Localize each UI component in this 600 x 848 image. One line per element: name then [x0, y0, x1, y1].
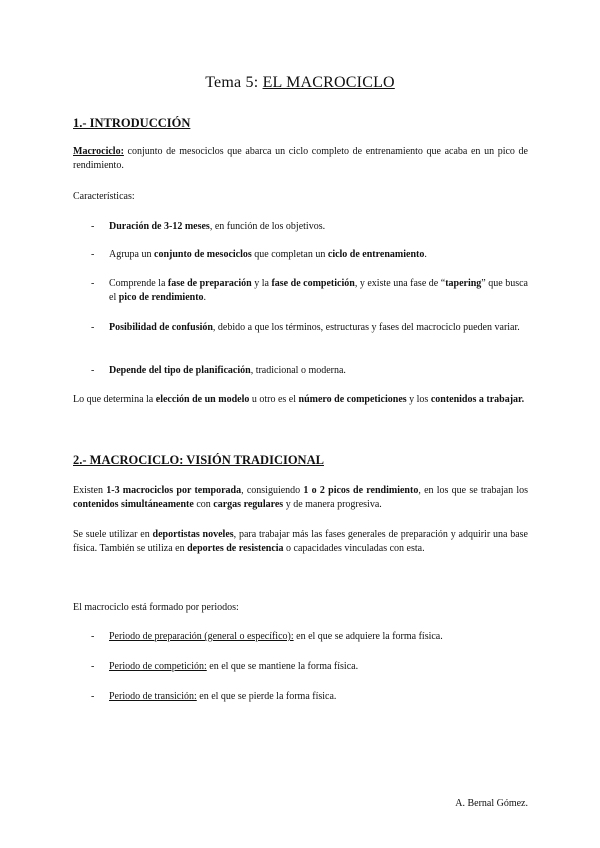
title-prefix: Tema 5: — [205, 74, 263, 91]
list-item: - Periodo de preparación (general o específico): en el que se adquiere la forma física. — [91, 631, 443, 642]
characteristics-label: Características: — [73, 191, 135, 202]
page-title — [0, 74, 600, 92]
closing-paragraph: Lo que determina la elección de un modelo u otro es el número de competiciones y los contenidos a trabajar. — [73, 394, 525, 405]
list-item: - Posibilidad de confusión, debido a que los términos, estructuras y fases del macrociclo pueden variar. — [91, 322, 520, 333]
section-heading-introduccion: 1.- INTRODUCCIÓN — [73, 116, 191, 130]
list-item: - Duración de 3-12 meses, en función de los objetivos. — [91, 221, 326, 232]
title-main: EL MACROCICLO — [262, 74, 395, 91]
paragraph-macrociclos-temporada: Existen 1-3 macrociclos por temporada, consiguiendo 1 o 2 picos de rendimiento, en los que se trabajan los contenidos simultáneamente con cargas regulares y de manera progresiva. — [73, 485, 529, 510]
list-item: - Agrupa un conjunto de mesociclos que completan un ciclo de entrenamiento. — [91, 249, 427, 260]
list-item: - Comprende la fase de preparación y la fase de competición, y existe una fase de “tapering” que busca el pico de rendimiento. — [91, 278, 528, 303]
list-item: - Periodo de competición: en el que se mantiene la forma física. — [91, 661, 359, 672]
list-item: - Depende del tipo de planificación, tradicional o moderna. — [91, 365, 346, 376]
definition-paragraph — [73, 145, 528, 173]
section-heading-vision-tradicional: 2.- MACROCICLO: VISIÓN TRADICIONAL — [73, 453, 324, 467]
author-signature: A. Bernal Gómez. — [455, 798, 528, 809]
periods-intro: El macrociclo está formado por periodos: — [73, 602, 239, 613]
definition-text: conjunto de mesociclos que abarca un ciclo completo de entrenamiento que acaba en un pico de rendimiento. — [73, 146, 528, 171]
list-item: - Periodo de transición: en el que se pierde la forma física. — [91, 691, 337, 702]
definition-term: Macrociclo: — [73, 146, 124, 157]
paragraph-uso: Se suele utilizar en deportistas noveles, para trabajar más las fases generales de preparación y adquirir una base física. También se utiliza en deportes de resistencia o capacidades vinculadas con esta. — [73, 529, 528, 554]
